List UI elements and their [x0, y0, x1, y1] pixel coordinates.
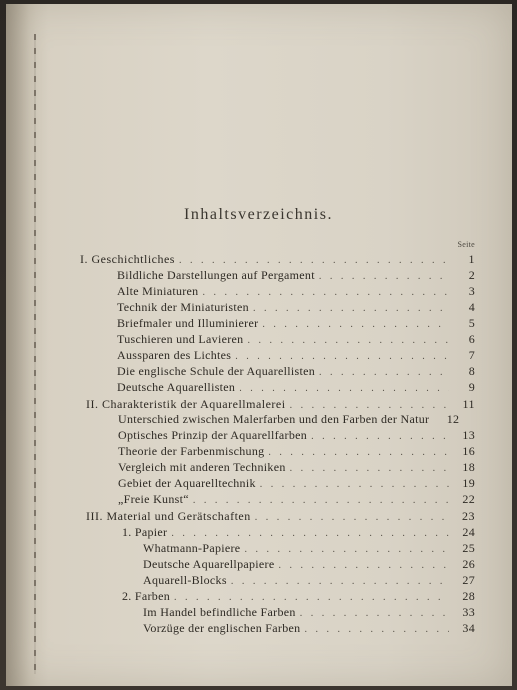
dot-leader	[239, 381, 449, 397]
toc-page-number: 4	[468, 300, 475, 314]
toc-entry-label: Deutsche Aquarellpapiere	[143, 557, 275, 571]
toc-page-number: 9	[468, 380, 475, 394]
toc-entry	[117, 363, 475, 379]
toc-section-heading	[86, 508, 475, 524]
toc-entry-label: Briefmaler und Illuminierer	[117, 316, 259, 330]
toc-section-label: III. Material und Gerätschaften	[86, 509, 251, 523]
toc-page-number: 5	[468, 316, 475, 330]
toc-page-number: 19	[462, 476, 475, 490]
toc-entry-label: Aquarell-Blocks	[143, 573, 227, 587]
toc-page-number: 16	[462, 444, 475, 458]
toc-entry	[117, 267, 475, 283]
toc-entry	[118, 443, 475, 459]
toc-entry	[118, 459, 475, 475]
toc-entry-label: Aussparen des Lichtes	[117, 348, 232, 362]
toc-entry-label: Vergleich mit anderen Techniken	[118, 460, 286, 474]
toc-entry-label: Im Handel befindliche Farben	[143, 605, 296, 619]
toc-entry	[143, 540, 475, 556]
page-column-label: Seite	[457, 240, 475, 249]
toc-page-number: 8	[468, 364, 475, 378]
toc-page-number: 26	[462, 557, 475, 571]
toc-page-number: 18	[462, 460, 475, 474]
toc-entry-label: Vorzüge der englischen Farben	[143, 621, 301, 635]
toc-entry-label: Alte Miniaturen	[117, 284, 199, 298]
toc-section-heading	[86, 396, 475, 412]
toc-entry-label: 1. Papier	[122, 525, 168, 539]
toc-entry	[118, 427, 475, 443]
toc-section-label: II. Charakteristik der Aquarellmalerei	[86, 397, 286, 411]
toc-page-number: 7	[468, 348, 475, 362]
toc-section-label: I. Geschichtliches	[80, 252, 175, 266]
toc-entry	[143, 620, 475, 636]
toc-page-number: 13	[462, 428, 475, 442]
toc-entry-label: Tuschieren und Lavieren	[117, 332, 244, 346]
toc-entry	[117, 299, 475, 315]
dot-leader	[304, 622, 449, 638]
toc-page-number: 24	[462, 525, 475, 539]
toc-entry	[122, 524, 475, 540]
toc-entry	[117, 347, 475, 363]
toc-page-number: 2	[468, 268, 475, 282]
toc-page-number: 11	[462, 397, 475, 411]
toc-entry	[118, 411, 475, 427]
toc-page-number: 27	[462, 573, 475, 587]
toc-entry-label: Unterschied zwischen Malerfarben und den Farben der Natur	[118, 412, 430, 426]
toc-entry-label: Theorie der Farbenmischung	[118, 444, 265, 458]
toc-page-number: 28	[462, 589, 475, 603]
dot-leader	[193, 493, 449, 509]
toc-entry-label: Optisches Prinzip der Aquarellfarben	[118, 428, 308, 442]
toc-entry-label: Bildliche Darstellungen auf Pergament	[117, 268, 315, 282]
toc-page-number: 22	[462, 492, 475, 506]
toc-entry	[143, 556, 475, 572]
toc-entry	[117, 315, 475, 331]
toc-page-number: 3	[468, 284, 475, 298]
toc-entry-label: Die englische Schule der Aquarellisten	[117, 364, 316, 378]
toc-entry-label: Technik der Miniaturisten	[117, 300, 249, 314]
toc-section-heading	[80, 251, 475, 267]
toc-page-number: 6	[468, 332, 475, 346]
toc-page-number: 34	[462, 621, 475, 635]
toc-entry	[117, 331, 475, 347]
toc-entry	[117, 283, 475, 299]
toc-page-number: 25	[462, 541, 475, 555]
toc-page-number: 1	[468, 252, 475, 266]
toc-entry-label: Whatmann-Papiere	[143, 541, 241, 555]
toc-page-number: 12	[446, 412, 460, 426]
toc-entry	[122, 588, 475, 604]
toc-entry-label: Gebiet der Aquarelltechnik	[118, 476, 256, 490]
toc-entry-label: 2. Farben	[122, 589, 171, 603]
toc-entry	[117, 379, 475, 395]
toc-page-number: 23	[462, 509, 475, 523]
toc-entry-label: „Freie Kunst“	[118, 492, 189, 506]
toc-entry	[143, 572, 475, 588]
page-title: Inhaltsverzeichnis.	[184, 206, 333, 223]
toc-entry-label: Deutsche Aquarellisten	[117, 380, 236, 394]
toc-entry	[143, 604, 475, 620]
toc-entry	[118, 491, 475, 507]
toc-entry	[118, 475, 475, 491]
toc-page-number: 33	[462, 605, 475, 619]
